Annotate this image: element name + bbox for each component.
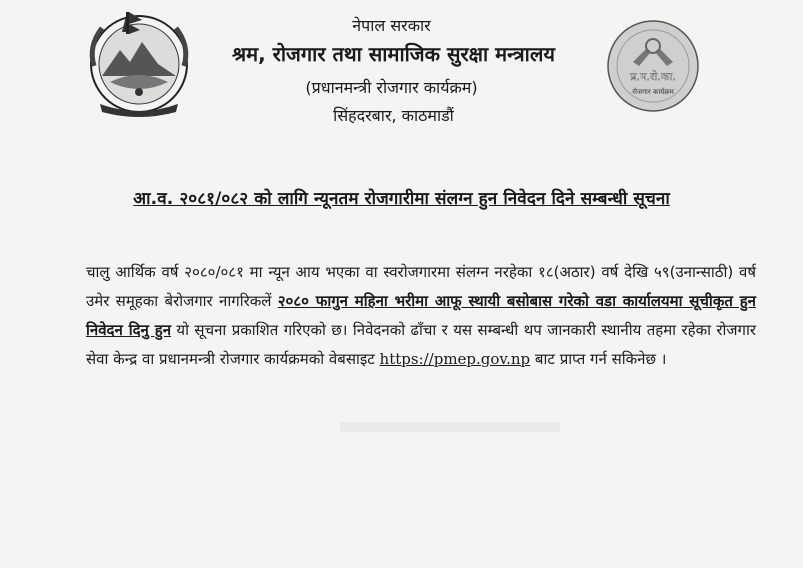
notice-body (86, 258, 756, 374)
scan-smudge (340, 422, 560, 432)
logo-text-top: प्र.म.रो.का. (630, 70, 676, 83)
body-text-part2: यो सूचना प्रकाशित गरिएको छ। निवेदनको ढाँचा र यस सम्बन्धी थप जानकारी स्थानीय तहमा रहेका रोजगार सेवा केन्द्र वा प्रधानमन्त्री रोजगार कार्यक्रमको वेबसाइट (86, 321, 756, 368)
body-text-part1: चालु आर्थिक वर्ष २०८०/०८१ मा न्यून आय भएका वा स्वरोजगारमा संलग्न नरहेका १८(अठार) वर्ष देखि ५९(उनान्साठी) वर्ष उमेर समूहका बेरोजगार नागरिकलें (86, 263, 756, 310)
logo-text-bottom: रोजगार कार्यक्रम (632, 88, 674, 96)
program-logo-icon (603, 18, 703, 114)
body-highlight: २०८० फागुन महिना भरीमा आफू स्थायी बसोबास गरेको वडा कार्यालयमा सूचीकृत हुन निवेदन दिनु हुन (86, 292, 756, 339)
office-location: सिंहदरबार, काठमाडौं (333, 106, 454, 125)
program-name: (प्रधानमन्त्री रोजगार कार्यक्रम) (305, 78, 478, 97)
notice-title: आ.व. २०८१/०८२ को लागि न्यूनतम रोजगारीमा संलग्न हुन निवेदन दिने सम्बन्धी सूचना (133, 189, 670, 209)
ministry-name: श्रम, रोजगार तथा सामाजिक सुरक्षा मन्त्रालय (232, 42, 555, 66)
government-name: नेपाल सरकार (352, 16, 431, 35)
website-link[interactable]: https://pmep.gov.np (379, 350, 531, 368)
body-text-part3: बाट प्राप्त गर्न सकिनेछ । (530, 350, 667, 368)
